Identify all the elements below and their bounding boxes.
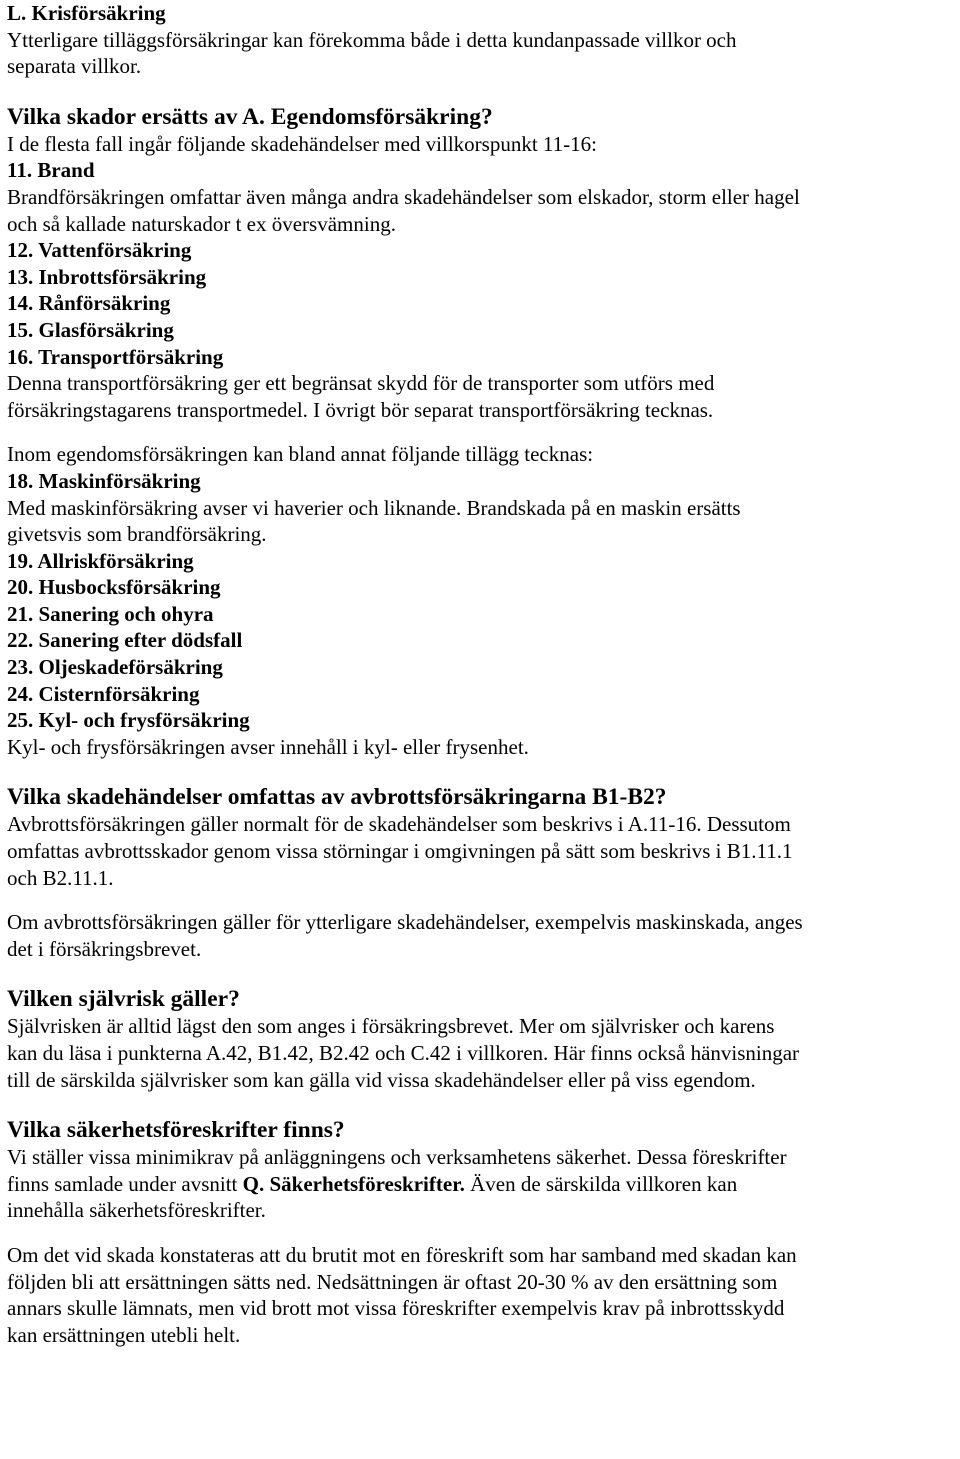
section-heading: Vilka skadehändelser omfattas av avbrottsförsäkringarna B1-B2? — [7, 784, 667, 811]
paragraph-line: annars skulle lämnats, men vid brott mot vissa föreskrifter exempelvis krav på inbrottsskydd — [7, 1296, 785, 1321]
section-heading: Vilken självrisk gäller? — [7, 986, 240, 1013]
section-krisforsakring — [7, 0, 954, 80]
paragraph-line: Med maskinförsäkring avser vi haverier och liknande. Brandskada på en maskin ersätts — [7, 495, 741, 520]
paragraph-line: I de flesta fall ingår följande skadehändelser med villkorspunkt 11-16: — [7, 131, 597, 156]
paragraph-line: till de särskilda självrisker som kan gälla vid vissa skadehändelser eller på viss egendom. — [7, 1067, 756, 1092]
paragraph-line: Brandförsäkringen omfattar även många andra skadehändelser som elskador, storm eller hagel — [7, 184, 800, 209]
paragraph-line: separata villkor. — [7, 54, 142, 79]
section-avbrottsforsakring — [7, 784, 954, 962]
section-heading: Vilka säkerhetsföreskrifter finns? — [7, 1117, 345, 1144]
paragraph-line: Om det vid skada konstateras att du brutit mot en föreskrift som har samband med skadan kan — [7, 1242, 797, 1267]
list-item-title: 20. Husbocksförsäkring — [7, 575, 221, 600]
section-egendomsforsakring — [7, 104, 954, 761]
paragraph-line: Vi ställer vissa minimikrav på anläggningens och verksamhetens säkerhet. Dessa föreskrifter — [7, 1145, 787, 1170]
list-item-title: 14. Rånförsäkring — [7, 291, 171, 316]
section-sakerhetsforeskrifter — [7, 1117, 954, 1348]
paragraph-line: Ytterligare tilläggsförsäkringar kan förekomma både i detta kundanpassade villkor och — [7, 27, 737, 52]
paragraph-line: följden bli att ersättningen sätts ned. Nedsättningen är oftast 20-30 % av den ersättning som — [7, 1269, 778, 1294]
section-heading: Vilka skador ersätts av A. Egendomsförsäkring? — [7, 103, 493, 130]
text-run: finns samlade under avsnitt — [7, 1171, 243, 1196]
list-item-title: 21. Sanering och ohyra — [7, 601, 214, 626]
paragraph-line: Självrisken är alltid lägst den som anges i försäkringsbrevet. Mer om självrisker och karens — [7, 1014, 775, 1039]
paragraph-line: givetsvis som brandförsäkring. — [7, 522, 267, 547]
paragraph-line — [7, 1171, 954, 1198]
section-reference: Q. Säkerhetsföreskrifter. — [242, 1171, 465, 1196]
list-item-title: 12. Vattenförsäkring — [7, 238, 192, 263]
paragraph-line: och så kallade naturskador t ex översvämning. — [7, 211, 396, 236]
list-item-title: 24. Cisternförsäkring — [7, 681, 200, 706]
paragraph-line: Denna transportförsäkring ger ett begränsat skydd för de transporter som utförs med — [7, 371, 715, 396]
section-heading: L. Krisförsäkring — [7, 1, 166, 25]
paragraph-line: innehålla säkerhetsföreskrifter. — [7, 1198, 266, 1223]
section-sjalvrisk — [7, 986, 954, 1093]
paragraph-line: och B2.11.1. — [7, 865, 114, 890]
text-run: Även de särskilda villkoren kan — [464, 1171, 738, 1196]
list-item-title: 18. Maskinförsäkring — [7, 468, 201, 493]
list-item-title: 22. Sanering efter dödsfall — [7, 628, 243, 653]
paragraph-line: Inom egendomsförsäkringen kan bland annat följande tillägg tecknas: — [7, 442, 594, 467]
list-item-title: 16. Transportförsäkring — [7, 344, 224, 369]
paragraph-line: omfattas avbrottsskador genom vissa störningar i omgivningen på sätt som beskrivs i B1.11.1 — [7, 839, 793, 864]
list-item-title: 25. Kyl- och frysförsäkring — [7, 708, 250, 733]
list-item-title: 13. Inbrottsförsäkring — [7, 264, 207, 289]
paragraph-line: det i försäkringsbrevet. — [7, 936, 202, 961]
paragraph-line: försäkringstagarens transportmedel. I övrigt bör separat transportförsäkring tecknas. — [7, 397, 714, 422]
list-item-title: 15. Glasförsäkring — [7, 317, 174, 342]
list-item-title: 23. Oljeskadeförsäkring — [7, 655, 223, 680]
paragraph-line: Kyl- och frysförsäkringen avser innehåll i kyl- eller frysenhet. — [7, 734, 529, 759]
paragraph-line: kan du läsa i punkterna A.42, B1.42, B2.42 och C.42 i villkoren. Här finns också hänvisningar — [7, 1041, 800, 1065]
paragraph-line: kan ersättningen utebli helt. — [7, 1322, 241, 1347]
paragraph-line: Om avbrottsförsäkringen gäller för ytterligare skadehändelser, exempelvis maskinskada, anges — [7, 910, 803, 935]
list-item-title: 19. Allriskförsäkring — [7, 548, 194, 573]
paragraph-line: Avbrottsförsäkringen gäller normalt för de skadehändelser som beskrivs i A.11-16. Dessutom — [7, 812, 791, 837]
list-item-title: 11. Brand — [7, 158, 95, 183]
